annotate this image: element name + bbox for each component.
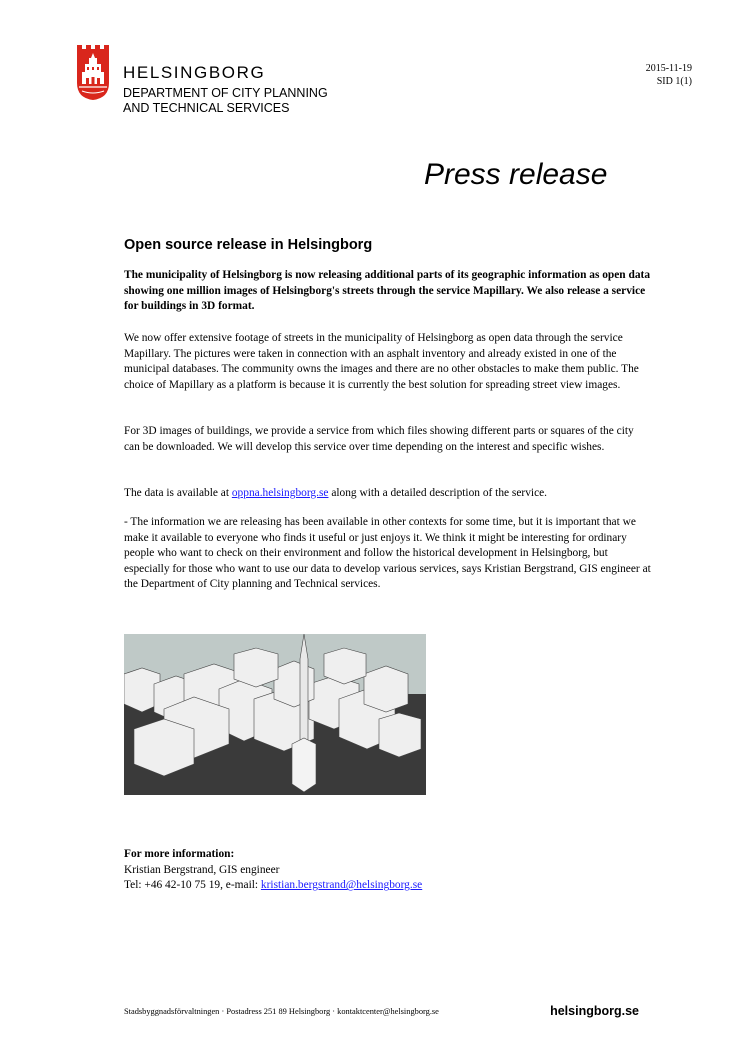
body-paragraph-1 xyxy=(124,331,652,393)
lead-text: The municipality of Helsingborg is now releasing additional parts of its geographic information as open data showing one million images of Helsingborg's streets through the service Mapillary. We also release a service for buildings in 3D format. xyxy=(124,269,651,313)
body-paragraph-3 xyxy=(124,486,652,502)
3d-buildings-image xyxy=(124,634,426,795)
paragraph-text: along with a detailed description of the service. xyxy=(328,487,548,499)
open-data-link[interactable]: oppna.helsingborg.se xyxy=(231,487,329,499)
paragraph-text: For 3D images of buildings, we provide a service from which files showing different parts or squares of the city can be downloaded. We will develop this service over time depending on the interest and specific wishes. xyxy=(124,425,634,453)
lead-paragraph xyxy=(124,268,652,315)
organization-name: HELSINGBORG xyxy=(123,63,266,82)
helsingborg-crest-logo xyxy=(76,44,110,100)
body-paragraph-4 xyxy=(124,515,652,593)
contact-heading: For more information: xyxy=(124,848,235,860)
document-type-title: Press release xyxy=(424,158,608,191)
paragraph-text: We now offer extensive footage of streets in the municipality of Helsingborg as open data through the service Mapillary. The pictures were taken in connection with an asphalt inventory and already existed in one of the municipal databases. The community owns the images and there are no other obstacles to make them public. The choice of Mapillary as a platform is because it is currently the best solution for spreading street view images. xyxy=(124,332,639,391)
contact-email-link[interactable]: kristian.bergstrand@helsingborg.se xyxy=(260,879,423,892)
contact-block xyxy=(124,847,624,894)
department-line-2: AND TECHNICAL SERVICES xyxy=(123,101,290,115)
body-paragraph-2 xyxy=(124,424,652,455)
document-meta xyxy=(646,63,692,88)
page-number: SID 1(1) xyxy=(656,75,692,87)
paragraph-text: - The information we are releasing has been available in other contexts for some time, but it is important that we make it available to everyone who finds it useful or just enjoys it. We think it might be interesting for ordinary people who want to check on their environment and follow the historical development in Helsingborg, but especially for those who want to use our data to develop various services, says Kristian Bergstrand, GIS engineer at the Department of City planning and Technical services. xyxy=(124,516,651,591)
headline: Open source release in Helsingborg xyxy=(124,237,373,253)
contact-line xyxy=(124,878,624,894)
department-line-1: DEPARTMENT OF CITY PLANNING xyxy=(123,86,328,100)
footer-address: Stadsbyggnadsförvaltningen · Postadress 251 89 Helsingborg · kontaktcenter@helsingborg.se xyxy=(124,1007,439,1016)
paragraph-text: The data is available at xyxy=(124,487,232,499)
footer-website: helsingborg.se xyxy=(550,1004,639,1018)
department-name xyxy=(123,86,328,116)
document-date: 2015-11-19 xyxy=(645,63,692,74)
contact-name: Kristian Bergstrand, GIS engineer xyxy=(124,863,280,876)
contact-phone: Tel: +46 42-10 75 19, e-mail: xyxy=(124,879,261,892)
